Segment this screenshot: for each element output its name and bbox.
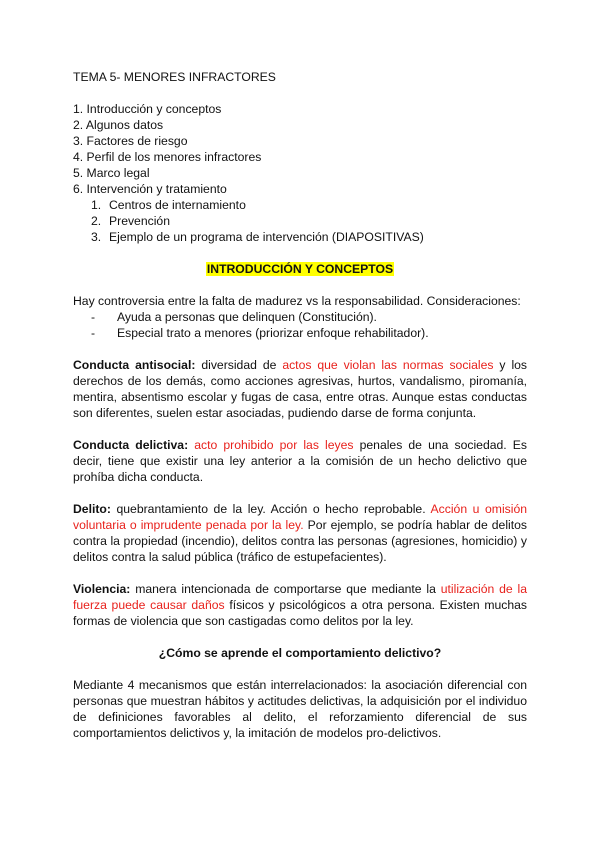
subindex-item: 1. Centros de internamiento	[91, 198, 246, 212]
index-item: 1. Introducción y conceptos	[73, 102, 222, 116]
document-page	[73, 69, 527, 741]
definition-antisocial: Conducta antisocial: diversidad de actos que violan las normas sociales y los derechos de los demás, como acciones agresivas, hurtos, vandalismo, piromanía, mentira, absentismo escolar y fugas de casa, entre otras. Aunque estas conductas son diferentes, suelen estar asociadas, pudiendo darse de forma conjunta.	[73, 358, 528, 420]
question-heading: ¿Cómo se aprende el comportamiento delictivo?	[158, 646, 442, 660]
index-item: 6. Intervención y tratamiento	[73, 182, 227, 196]
section-heading: INTRODUCCIÓN Y CONCEPTOS	[206, 262, 394, 276]
subindex-item: 3. Ejemplo de un programa de intervención (DIAPOSITIVAS)	[91, 230, 424, 244]
consideration-item: - Ayuda a personas que delinquen (Constitución).	[91, 310, 377, 324]
index-item: 5. Marco legal	[73, 166, 150, 180]
index-item: 3. Factores de riesgo	[73, 134, 188, 148]
index-item: 2. Algunos datos	[73, 118, 164, 132]
index-item: 4. Perfil de los menores infractores	[73, 150, 262, 164]
definition-delictiva: Conducta delictiva: acto prohibido por las leyes penales de una sociedad. Es decir, tiene que existir una ley anterior a la comisión de un hecho delictivo que prohíba dicha conducta.	[73, 438, 528, 484]
mechanisms-paragraph: Mediante 4 mecanismos que están interrelacionados: la asociación diferencial con personas que muestran hábitos y actitudes delictivas, la adquisición por el individuo de definiciones favorables al delito, el reforzamiento diferencial de sus comportamientos delictivos y, la imitación de modelos pro-delictivos.	[73, 678, 527, 740]
subindex-item: 2. Prevención	[91, 214, 170, 228]
document-title: TEMA 5- MENORES INFRACTORES	[73, 70, 276, 84]
subindex-list	[73, 197, 527, 245]
consideration-item: - Especial trato a menores (priorizar enfoque rehabilitador).	[91, 326, 429, 340]
definition-violencia: Violencia: manera intencionada de comportarse que mediante la utilización de la fuerza puede causar daños físicos y psicológicos a otra persona. Existen muchas formas de violencia que son castigadas como delitos por la ley.	[73, 582, 527, 628]
index-list	[73, 101, 527, 245]
definition-delito: Delito: quebrantamiento de la ley. Acción o hecho reprobable. Acción u omisión voluntaria o imprudente penada por la ley. Por ejemplo, se podría hablar de delitos contra la propiedad (incendio), delitos contra las personas (agresiones, homicidio) y delitos contra la salud pública (tráfico de estupefacientes).	[73, 502, 528, 564]
intro-text: Hay controversia entre la falta de madurez vs la responsabilidad. Consideraciones:	[73, 294, 521, 308]
considerations-list	[73, 309, 527, 341]
